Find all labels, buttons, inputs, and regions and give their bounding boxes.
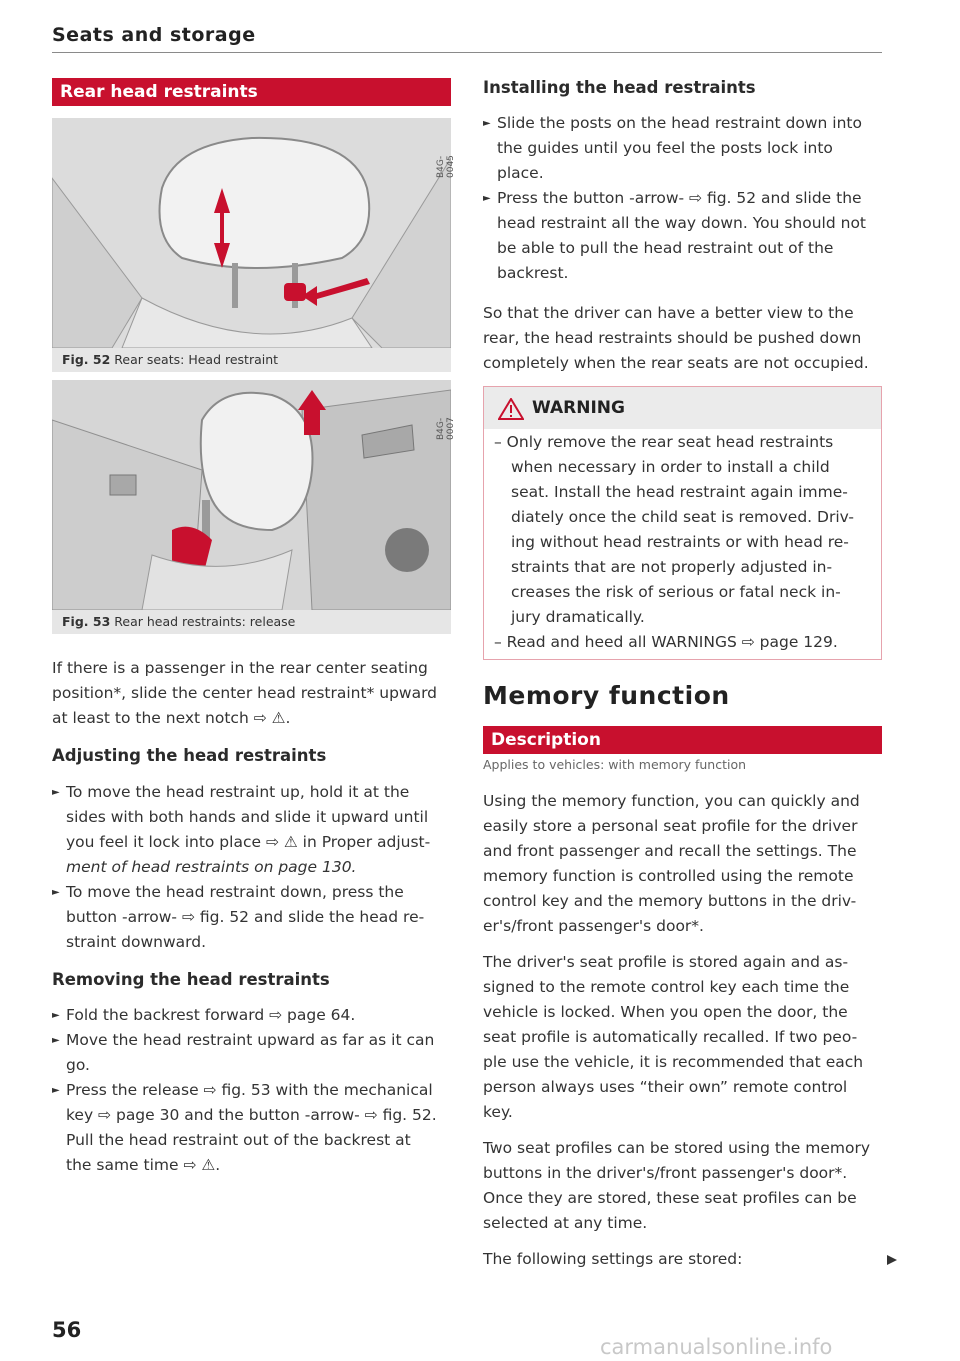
warning-line: jury dramatically. — [511, 608, 645, 626]
bullet-line: ► Slide the posts on the head restraint down into — [497, 114, 862, 132]
bullet-line: key ⇨ page 30 and the button -arrow- ⇨ fig. 52. — [66, 1106, 437, 1124]
figure-52-label: Fig. 52 — [62, 352, 111, 367]
intro-line: at least to the next notch ⇨ ⚠. — [52, 709, 291, 727]
bullet-line: ► Move the head restraint upward as far as it can — [66, 1031, 435, 1049]
para-line: easily store a personal seat profile for the driver — [483, 817, 858, 835]
bullet-line: ► To move the head restraint up, hold it at the — [66, 783, 410, 801]
watermark: carmanualsonline.info — [600, 1335, 833, 1359]
para-line: selected at any time. — [483, 1214, 648, 1232]
bullet-line: the guides until you feel the posts lock into — [497, 139, 833, 157]
remove-bullet-3 — [52, 1078, 466, 1178]
figure-52-caption — [62, 352, 278, 367]
figure-53-code: B4G-0007 — [436, 417, 456, 440]
bullet-line: ► Fold the backrest forward ⇨ page 64. — [66, 1006, 356, 1024]
continue-arrow-icon — [886, 1254, 898, 1266]
bullet-line: straint downward. — [66, 933, 207, 951]
para-line: and front passenger and recall the settings. The — [483, 842, 857, 860]
warning-line: creases the risk of serious or fatal neck in- — [511, 583, 841, 601]
section-title-bar: Rear head restraints — [52, 78, 451, 106]
para-line: The driver's seat profile is stored again and as- — [483, 953, 849, 971]
para-line: Two seat profiles can be stored using the memory — [483, 1139, 871, 1157]
figure-53-caption — [62, 614, 295, 629]
figure-52-caption-text: Rear seats: Head restraint — [114, 352, 279, 367]
install-bullet-1 — [483, 111, 897, 186]
install-bullet-2 — [483, 186, 897, 286]
head-restraint-illustration — [52, 118, 451, 348]
bullet-line: the same time ⇨ ⚠. — [66, 1156, 221, 1174]
figure-53-label: Fig. 53 — [62, 614, 111, 629]
adjusting-heading: Adjusting the head restraints — [52, 746, 327, 765]
para-line: buttons in the driver's/front passenger's door*. — [483, 1164, 848, 1182]
figure-53 — [52, 380, 456, 634]
para-line: signed to the remote control key each time the — [483, 978, 850, 996]
para-line: rear, the head restraints should be pushed down — [483, 329, 862, 347]
para-line: completely when the rear seats are not occupied. — [483, 354, 869, 372]
para-line: er's/front passenger's door*. — [483, 917, 704, 935]
bullet-line: Pull the head restraint out of the backrest at — [66, 1131, 411, 1149]
para-line: vehicle is locked. When you open the door, the — [483, 1003, 848, 1021]
memory-function-heading: Memory function — [483, 681, 730, 710]
para-line: Once they are stored, these seat profiles can be — [483, 1189, 857, 1207]
warning-triangle-icon — [498, 398, 524, 420]
warning-line: – Only remove the rear seat head restraints — [494, 433, 834, 451]
figure-52-code: B4G-0045 — [436, 155, 456, 178]
para-line: ple use the vehicle, it is recommended that each — [483, 1053, 864, 1071]
warning-title: WARNING — [532, 398, 625, 418]
installing-heading: Installing the head restraints — [483, 78, 756, 97]
para-line: control key and the memory buttons in the driv- — [483, 892, 857, 910]
figure-52 — [52, 118, 456, 372]
bullet-line: head restraint all the way down. You should not — [497, 214, 867, 232]
applies-note: Applies to vehicles: with memory function — [483, 757, 747, 772]
bullet-line: sides with both hands and slide it upward until — [66, 808, 429, 826]
bullet-line: place. — [497, 164, 544, 182]
memory-paragraph-1 — [483, 789, 893, 939]
warning-box — [483, 386, 882, 660]
warning-line: when necessary in order to install a child — [511, 458, 830, 476]
warning-line: ing without head restraints or with head re- — [511, 533, 849, 551]
memory-paragraph-4: The following settings are stored: — [483, 1250, 743, 1268]
bullet-line: ► To move the head restraint down, press the — [66, 883, 404, 901]
warning-item-2: – Read and heed all WARNINGS ⇨ page 129. — [494, 633, 838, 651]
bullet-line: button -arrow- ⇨ fig. 52 and slide the head re- — [66, 908, 425, 926]
bullet-line: ► Press the button -arrow- ⇨ fig. 52 and slide the — [497, 189, 862, 207]
remove-bullet-1 — [52, 1003, 466, 1028]
para-line: memory function is controlled using the remote — [483, 867, 854, 885]
bullet-line: go. — [66, 1056, 90, 1074]
warning-header — [484, 387, 881, 429]
bullet-line: be able to pull the head restraint out of the — [497, 239, 834, 257]
para-line: person always uses “their own” remote control — [483, 1078, 848, 1096]
intro-line: If there is a passenger in the rear center seating — [52, 659, 428, 677]
warning-item-1 — [494, 430, 879, 630]
intro-paragraph — [52, 656, 462, 731]
bullet-line: ► Press the release ⇨ fig. 53 with the mechanical — [66, 1081, 433, 1099]
removing-heading: Removing the head restraints — [52, 970, 330, 989]
driver-view-paragraph — [483, 301, 893, 376]
memory-paragraph-2 — [483, 950, 893, 1125]
memory-paragraph-3 — [483, 1136, 893, 1236]
para-line: So that the driver can have a better view to the — [483, 304, 854, 322]
bullet-line: you feel it lock into place ⇨ ⚠ in Proper adjust- — [66, 833, 431, 851]
page-header-title: Seats and storage — [52, 24, 256, 46]
page-number: 56 — [52, 1318, 82, 1342]
intro-line: position*, slide the center head restraint* upward — [52, 684, 438, 702]
para-line: key. — [483, 1103, 513, 1121]
description-bar: Description — [483, 726, 882, 754]
warning-line: straints that are not properly adjusted in- — [511, 558, 833, 576]
bullet-line: backrest. — [497, 264, 569, 282]
bullet-line: ment of head restraints on page 130. — [66, 858, 357, 876]
warning-line: diately once the child seat is removed. Driv- — [511, 508, 854, 526]
para-line: seat profile is automatically recalled. If two peo- — [483, 1028, 858, 1046]
warning-line: seat. Install the head restraint again imme- — [511, 483, 848, 501]
head-restraint-release-illustration — [52, 380, 451, 610]
adjust-bullet-1 — [52, 780, 466, 880]
header-divider — [52, 52, 882, 53]
adjust-bullet-2 — [52, 880, 466, 955]
remove-bullet-2 — [52, 1028, 466, 1078]
figure-53-caption-text: Rear head restraints: release — [114, 614, 296, 629]
para-line: Using the memory function, you can quickly and — [483, 792, 860, 810]
